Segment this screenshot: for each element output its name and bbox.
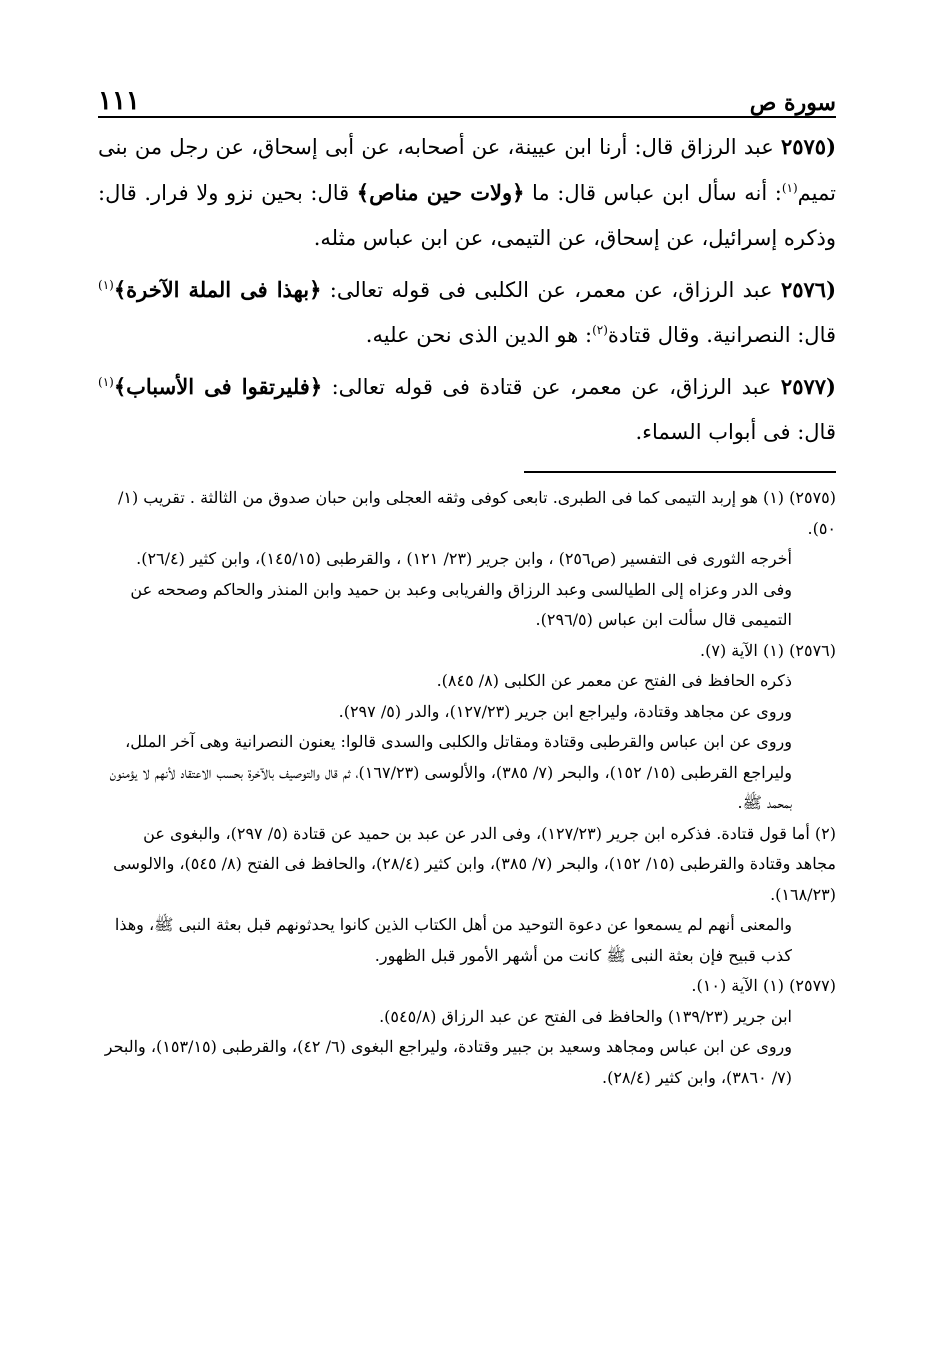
page-header [98,74,836,118]
narration-text: عبد الرزاق، عن معمر، عن قتادة فى قوله تعالى: [322,375,781,399]
narration-2576 [98,267,836,358]
footnote: (٢) أما قول قتادة. فذكره ابن جرير (١٢٧/٢٣)، وفى الدر عن عبد بن حميد عن قتادة (٥/ ٢٩٧)، والبغوى عن مجاهد وقتادة والقرطبى (١٥/ ١٥٢)، والبحر (٧/ ٣٨٥)، وابن كثير (٢٨/٤)، والحافظ فى الفتح (٨/ ٥٤٥)، والالوسى (١٦٨/٢٣). [113,823,836,904]
narration-number: (٢٥٧٥ [780,134,836,159]
narration-text: : هو الدين الذى نحن عليه. [365,323,593,347]
narration-text: قال: فى أبواب السماء. [635,420,836,444]
narration-text: عبد الرزاق، عن معمر، عن الكلبى فى قوله تعالى: [321,278,781,302]
book-page [98,74,836,1093]
narration-text: : أنه سأل ابن عباس قال: ما [524,181,782,205]
footnote: (٢٥٧٦) (١) الآية (٧). [700,640,836,660]
narration-number: (٢٥٧٧ [780,374,836,399]
quran-verse: ﴿فليرتقوا فى الأسباب﴾ [113,374,323,399]
footnote: أخرجه الثورى فى التفسير (ص٢٥٦) ، وابن جرير (٢٣/ ١٢١) ، والقرطبى (١٤٥/١٥)، وابن كثير (٢٦/٤). [136,549,792,568]
footnote-ref: (١) [98,278,114,292]
footnotes [98,483,836,1093]
page-number: ١١١ [98,86,140,116]
narration-2577 [98,364,836,455]
footnote: (٢٥٧٧) (١) الآية (١٠). [691,976,836,995]
narration-2575 [98,124,836,261]
quran-verse: ﴿بهذا فى الملة الآخرة﴾ [113,277,322,302]
surah-title: سورة ص [749,90,836,116]
footnote-ref: (١) [781,181,798,195]
footnote: ابن جرير (١٣٩/٢٣) والحافظ فى الفتح عن عبد الرزاق (٥٤٥/٨). [379,1006,792,1026]
footnote: (٢٥٧٥) (١) هو إربد التيمى كما فى الطبرى. تابعى كوفى وثقه العجلى وابن حبان صدوق من الثالثة . تقريب (١/ ٥٠). [117,488,836,538]
footnote: والمعنى أنهم لم يسمعوا عن دعوة التوحيد من أهل الكتاب الذين كانوا يحدثونهم قبل بعثة النبى ﷺ، وهذا كذب قبيح فإن بعثة النبى ﷺ كانت من أشهر الأمور قبل الظهور. [114,915,792,965]
quran-verse: ﴿ولات حين مناص﴾ [356,180,525,205]
footnote-divider [524,471,836,473]
main-text [98,124,836,455]
narration-text: عبد الرزاق قال: أرنا ابن عيينة، عن أصحابه، عن أبى إسحاق، عن رجل من بنى تميم [98,135,836,205]
footnote: وروى عن ابن عباس والقرطبى وقتادة ومقاتل والكلبى والسدى قالوا: يعنون النصرانية وهى آخر الملل، وليراجع القرطبى (١٥/ ١٥٢)، والبحر (٧/ ٣٨٥)، والألوسى (١٦٧/٢٣)، ثم قال والتوصيف بالآخرة بحسب الاعتقاد لأنهم لا يؤمنون بمحمد ﷺ. [109,732,792,812]
narration-text: قال: النصرانية. وقال قتادة [607,323,836,347]
footnote-ref: (٢) [592,323,608,337]
narration-number: (٢٥٧٦ [780,277,836,302]
footnote: وروى عن مجاهد وقتادة، وليراجع ابن جرير (١٢٧/٢٣)، والدر (٥/ ٢٩٧). [338,701,792,721]
narration-text: قال: بحين نزو ولا فرار. قال: وذكره إسرائيل، عن إسحاق، عن التيمى، عن ابن عباس مثله. [98,181,836,250]
footnote: ذكره الحافظ فى الفتح عن معمر عن الكلبى (٨/ ٨٤٥). [436,671,792,690]
footnote-ref: (١) [98,375,114,389]
footnote: وروى عن ابن عباس ومجاهد وسعيد بن جبير وقتادة، وليراجع البغوى (٦/ ٤٢)، والقرطبى (١٥٣/١٥)، والبحر (٧/ ٣٨٦٠)، وابن كثير (٢٨/٤). [104,1037,792,1087]
footnote: وفى الدر وعزاه إلى الطيالسى وعبد الرزاق والفريابى وعبد بن حميد وابن المنذر والحاكم وصححه عن التميمى قال سألت ابن عباس (٢٩٦/٥). [130,579,792,629]
